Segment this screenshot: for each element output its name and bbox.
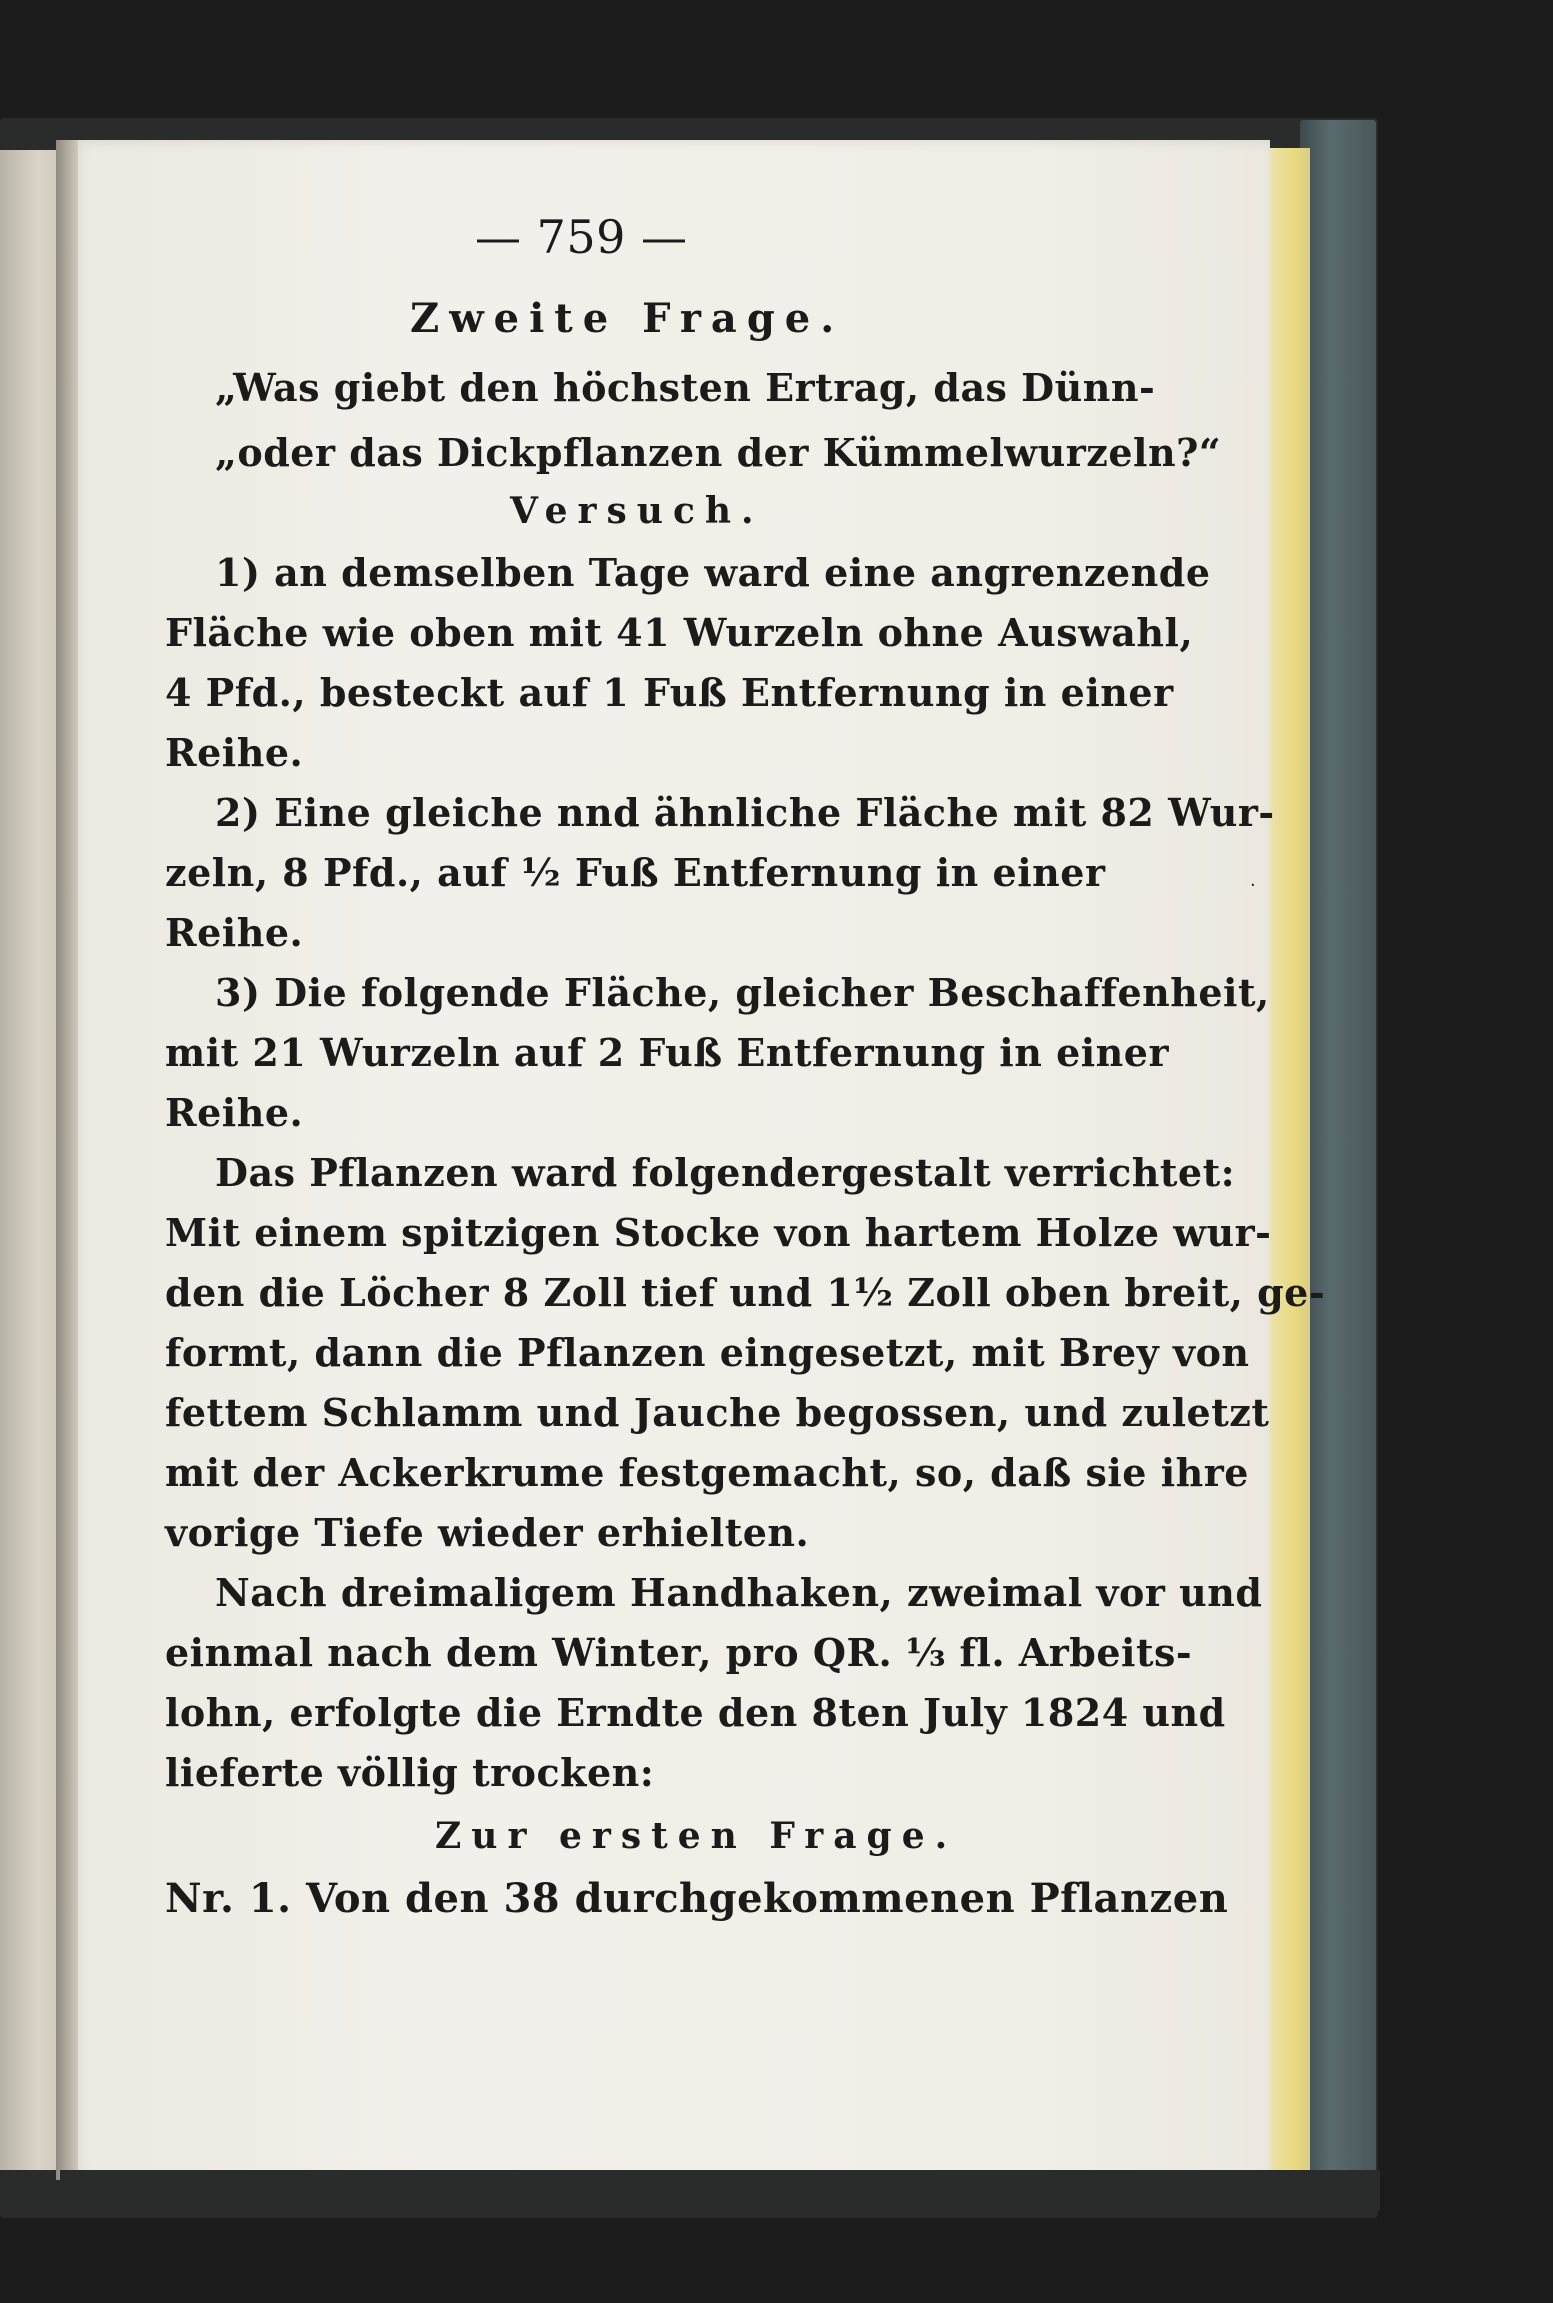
text-line: Mit einem spitzigen Stocke von hartem Holze wur- <box>165 1210 1272 1255</box>
text-line: 1) an demselben Tage ward eine angrenzende <box>215 550 1211 595</box>
heading-experiment: Versuch. <box>510 490 764 532</box>
text-line: Fläche wie oben mit 41 Wurzeln ohne Auswahl, <box>165 610 1194 655</box>
bottom-cover-shadow <box>60 2170 1380 2210</box>
text-line: 4 Pfd., besteckt auf 1 Fuß Entfernung in einer <box>165 670 1174 715</box>
heading-first-question: Zur ersten Frage. <box>435 1815 958 1857</box>
text-line: Reihe. <box>165 730 304 775</box>
text-line: fettem Schlamm und Jauche begossen, und zuletzt <box>165 1390 1270 1435</box>
text-line: zeln, 8 Pfd., auf ½ Fuß Entfernung in einer <box>165 850 1106 895</box>
text-line: den die Löcher 8 Zoll tief und 1½ Zoll oben breit, ge- <box>165 1270 1326 1315</box>
text-line: Das Pflanzen ward folgendergestalt verrichtet: <box>215 1150 1236 1195</box>
question-line-1: „Was giebt den höchsten Ertrag, das Dünn- <box>215 365 1156 410</box>
text-line: mit der Ackerkrume festgemacht, so, daß sie ihre <box>165 1450 1249 1495</box>
text-line: 3) Die folgende Fläche, gleicher Beschaffenheit, <box>215 970 1270 1015</box>
text-line: Nach dreimaligem Handhaken, zweimal vor und <box>215 1570 1263 1615</box>
text-line: einmal nach dem Winter, pro QR. ⅓ fl. Arbeits- <box>165 1630 1193 1675</box>
text-line: formt, dann die Pflanzen eingesetzt, mit Brey von <box>165 1330 1250 1375</box>
text-line: mit 21 Wurzeln auf 2 Fuß Entfernung in einer <box>165 1030 1170 1075</box>
cover-edge <box>1300 120 1376 2210</box>
book-gutter <box>56 140 78 2180</box>
text-line-last: Nr. 1. Von den 38 durchgekommenen Pflanzen <box>165 1875 1229 1922</box>
question-line-2: „oder das Dickpflanzen der Kümmelwurzeln?“ <box>215 430 1222 475</box>
text-line: lieferte völlig trocken: <box>165 1750 655 1795</box>
book-page <box>70 140 1326 2180</box>
page-speck: · <box>1250 875 1256 896</box>
page-number: — 759 — <box>475 210 688 264</box>
text-line: 2) Eine gleiche nnd ähnliche Fläche mit 82 Wur- <box>215 790 1275 835</box>
text-line: vorige Tiefe wieder erhielten. <box>165 1510 810 1555</box>
text-line: Reihe. <box>165 1090 304 1135</box>
left-page-sliver <box>0 150 62 2170</box>
text-line: lohn, erfolgte die Erndte den 8ten July 1824 und <box>165 1690 1226 1735</box>
text-line: Reihe. <box>165 910 304 955</box>
heading-second-question: Zweite Frage. <box>410 295 845 342</box>
